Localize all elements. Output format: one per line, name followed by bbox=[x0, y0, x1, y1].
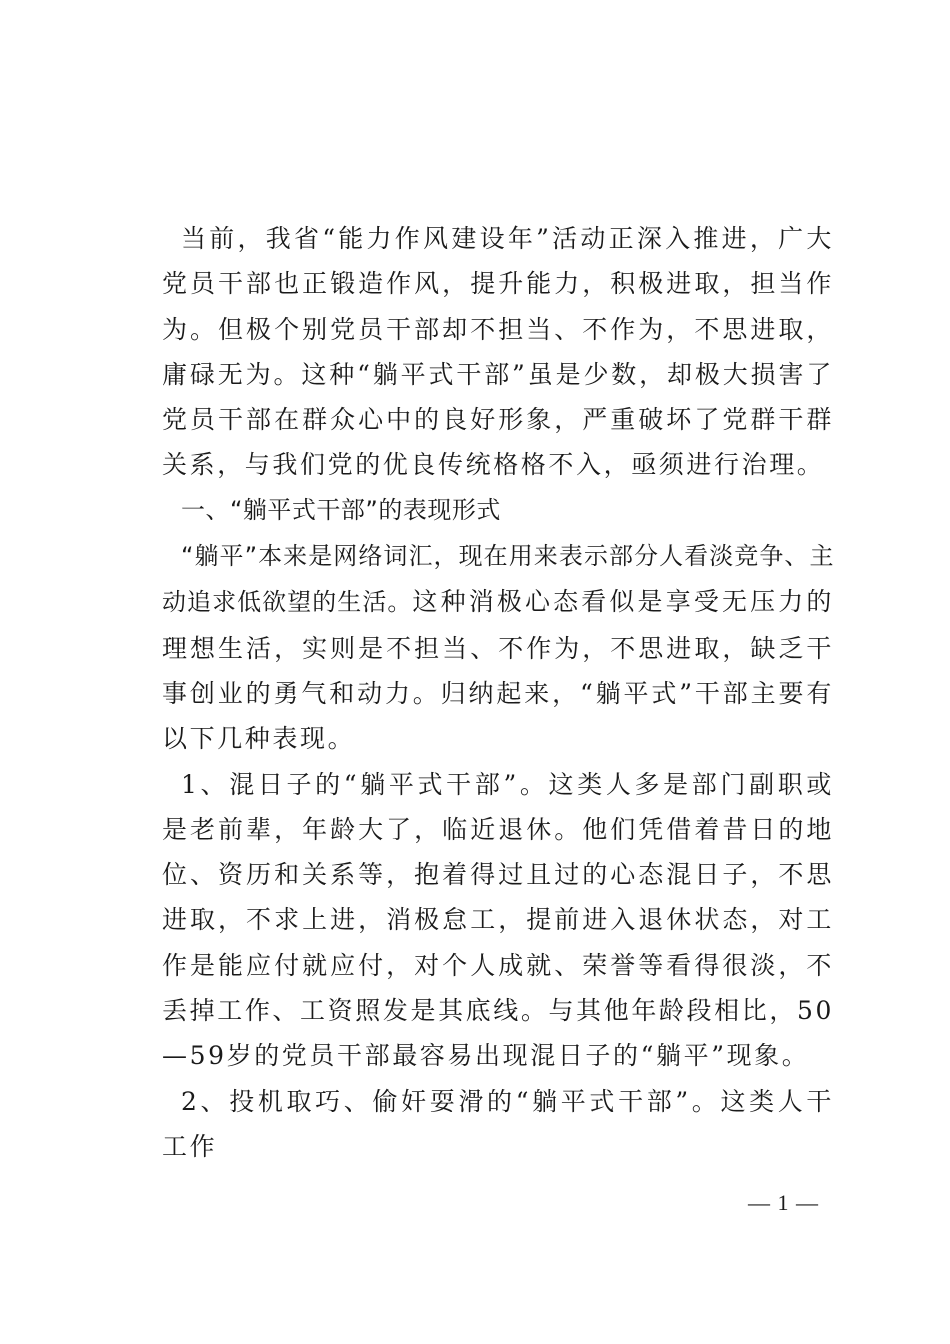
section-heading: 一、“躺平式干部”的表现形式 bbox=[181, 495, 501, 524]
document-body bbox=[162, 216, 834, 1169]
intro-rest: 这种消极心态看似是享受无压力的理想生活，实则是不担当、不作为，不思进取，缺乏干事创业的勇气和动力。归纳起来，“躺平式”干部主要有以下几种表现。 bbox=[162, 587, 834, 754]
item-2-paragraph: 2、投机取巧、偷奸耍滑的“躺平式干部”。这类人干工作 bbox=[162, 1086, 834, 1161]
intro-paragraph bbox=[162, 533, 834, 761]
opening-paragraph: 当前，我省“能力作风建设年”活动正深入推进，广大党员干部也正锻造作风，提升能力，积极进取，担当作为。但极个别党员干部却不担当、不作为，不思进取，庸碌无为。这种“躺平式干部”虽是少数，却极大损害了党员干部在群众心中的良好形象，严重破坏了党群干群关系，与我们党的优良传统格格不入，亟须进行治理。 bbox=[162, 224, 834, 480]
page-number: — 1 — bbox=[748, 1190, 819, 1215]
intro-bold-lead: “躺平”本来是网络词汇，现在用来表示部分人看淡竞争、主动追求低欲望的生活。 bbox=[162, 542, 834, 617]
item-1-paragraph: 1、混日子的“躺平式干部”。这类人多是部门副职或是老前辈，年龄大了，临近退休。他们凭借着昔日的地位、资历和关系等，抱着得过且过的心态混日子，不思进取，不求上进，消极怠工，提前进入退休状态，对工作是能应付就应付，对个人成就、荣誉等看得很淡，不丢掉工作、工资照发是其底线。与其他年龄段相比，50—59岁的党员干部最容易出现混日子的“躺平”现象。 bbox=[162, 769, 834, 1071]
